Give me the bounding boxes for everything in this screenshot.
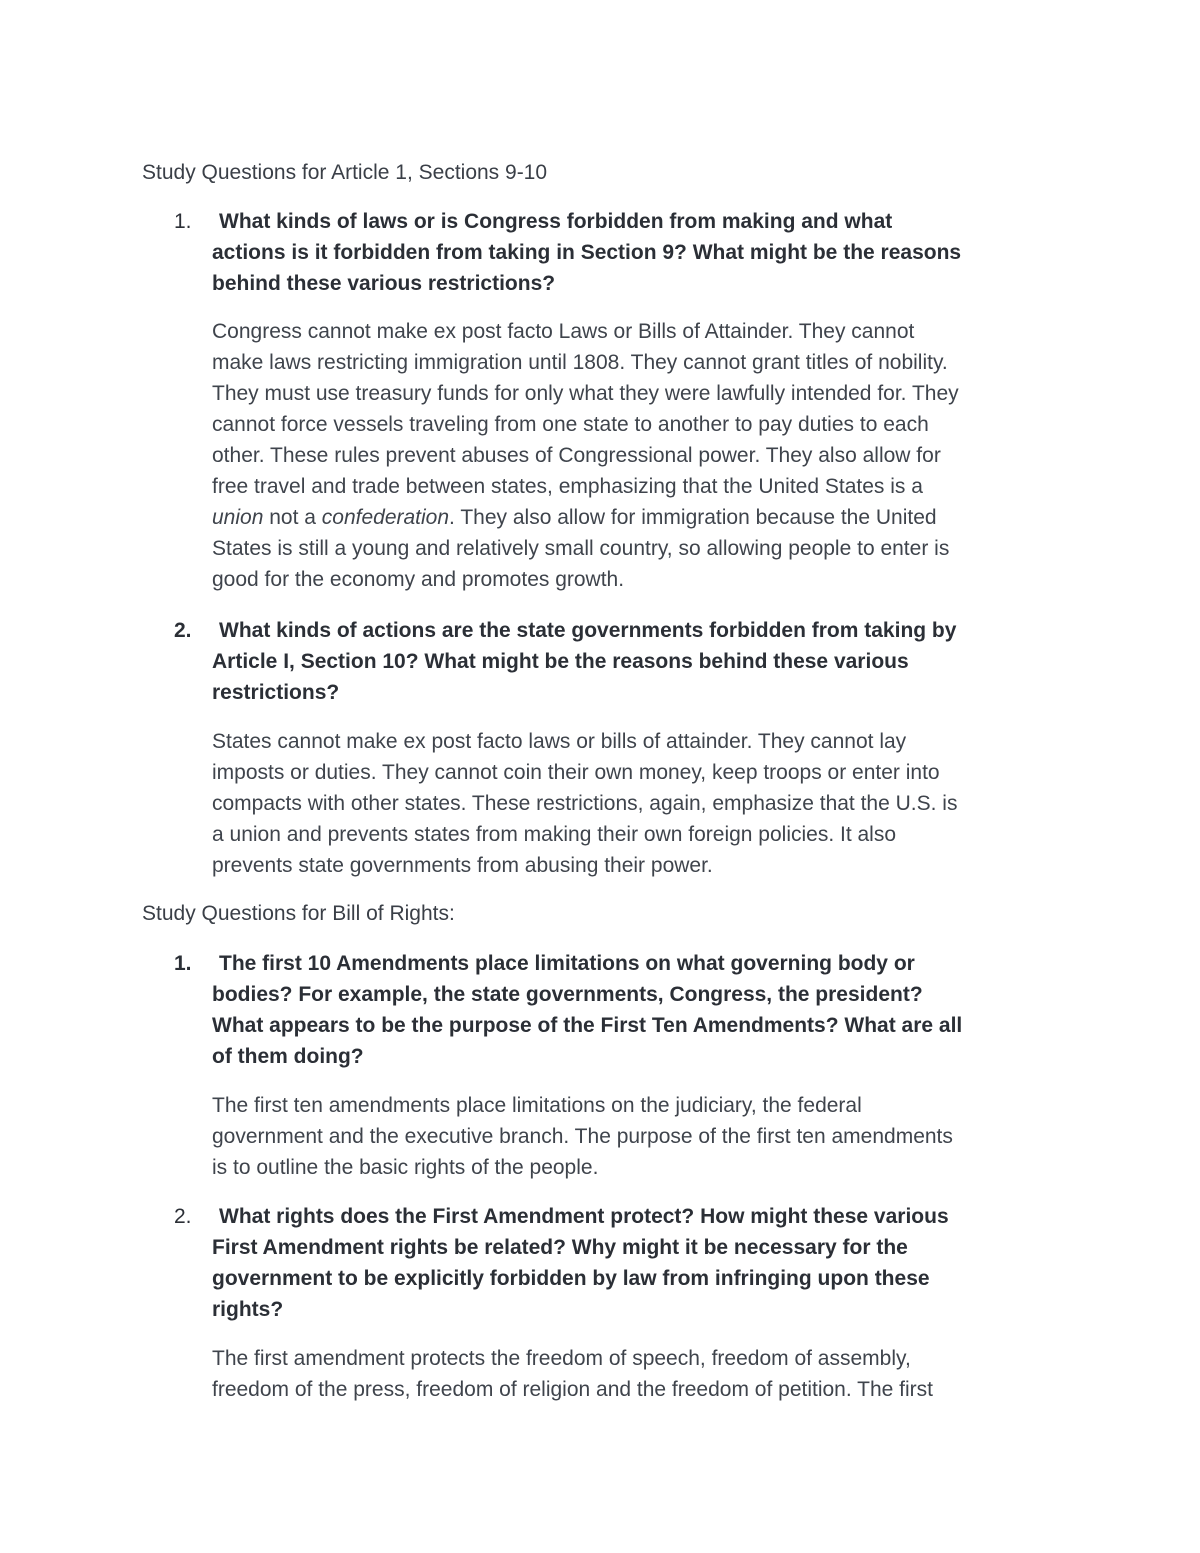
answer-line: freedom of the press, freedom of religion and the freedom of petition. The first xyxy=(212,1378,934,1401)
italic-term-union: union xyxy=(212,506,264,529)
section-heading-bill-of-rights: Study Questions for Bill of Rights: xyxy=(142,902,455,925)
answer-line: government and the executive branch. The purpose of the first ten amendments xyxy=(212,1125,953,1148)
question-line: What rights does the First Amendment protect? How might these various xyxy=(219,1205,949,1228)
answer-line: a union and prevents states from making their own foreign policies. It also xyxy=(212,823,897,846)
answer-line: good for the economy and promotes growth. xyxy=(212,568,625,591)
question-line: Article I, Section 10? What might be the reasons behind these various xyxy=(212,650,909,673)
answer-line xyxy=(212,502,1072,533)
answer-line: cannot force vessels traveling from one state to another to pay duties to each xyxy=(212,413,929,436)
answer-text xyxy=(212,316,1072,595)
question-line: government to be explicitly forbidden by law from infringing upon these xyxy=(212,1267,930,1290)
answer-text xyxy=(212,1343,1072,1405)
question-text xyxy=(212,948,1072,1072)
question-text xyxy=(212,206,1072,299)
question-text xyxy=(212,615,1072,708)
question-number: 1. xyxy=(174,210,192,233)
question-line: of them doing? xyxy=(212,1045,364,1068)
question-text xyxy=(212,1201,1072,1325)
question-line: What kinds of laws or is Congress forbidden from making and what xyxy=(219,210,893,233)
answer-line: compacts with other states. These restrictions, again, emphasize that the U.S. is xyxy=(212,792,958,815)
answer-line: The first ten amendments place limitations on the judiciary, the federal xyxy=(212,1094,862,1117)
question-line: What kinds of actions are the state governments forbidden from taking by xyxy=(219,619,957,642)
answer-line: is to outline the basic rights of the people. xyxy=(212,1156,599,1179)
question-number: 2. xyxy=(174,619,192,642)
answer-text xyxy=(212,1090,1072,1183)
question-line: The first 10 Amendments place limitations on what governing body or xyxy=(219,952,915,975)
italic-term-confederation: confederation xyxy=(321,506,450,529)
answer-line: States is still a young and relatively small country, so allowing people to enter is xyxy=(212,537,950,560)
answer-text xyxy=(212,726,1072,881)
question-line: First Amendment rights be related? Why might it be necessary for the xyxy=(212,1236,908,1259)
question-line: actions is it forbidden from taking in Section 9? What might be the reasons xyxy=(212,241,962,264)
question-line: bodies? For example, the state governments, Congress, the president? xyxy=(212,983,923,1006)
answer-line: free travel and trade between states, emphasizing that the United States is a xyxy=(212,475,923,498)
answer-line: They must use treasury funds for only what they were lawfully intended for. They xyxy=(212,382,959,405)
answer-line: imposts or duties. They cannot coin their own money, keep troops or enter into xyxy=(212,761,940,784)
question-number: 1. xyxy=(174,952,192,975)
question-line: What appears to be the purpose of the First Ten Amendments? What are all xyxy=(212,1014,963,1037)
answer-line: States cannot make ex post facto laws or bills of attainder. They cannot lay xyxy=(212,730,907,753)
answer-fragment: not a xyxy=(263,506,322,529)
question-line: behind these various restrictions? xyxy=(212,272,556,295)
section-heading-article-1: Study Questions for Article 1, Sections 9-10 xyxy=(142,161,548,184)
question-number: 2. xyxy=(174,1205,192,1228)
answer-line: other. These rules prevent abuses of Congressional power. They also allow for xyxy=(212,444,941,467)
question-line: restrictions? xyxy=(212,681,340,704)
question-line: rights? xyxy=(212,1298,284,1321)
answer-fragment: . They also allow for immigration because the United xyxy=(449,506,937,529)
answer-line: make laws restricting immigration until 1808. They cannot grant titles of nobility. xyxy=(212,351,948,374)
answer-line: The first amendment protects the freedom of speech, freedom of assembly, xyxy=(212,1347,911,1370)
answer-line: Congress cannot make ex post facto Laws or Bills of Attainder. They cannot xyxy=(212,320,915,343)
answer-line: prevents state governments from abusing their power. xyxy=(212,854,713,877)
